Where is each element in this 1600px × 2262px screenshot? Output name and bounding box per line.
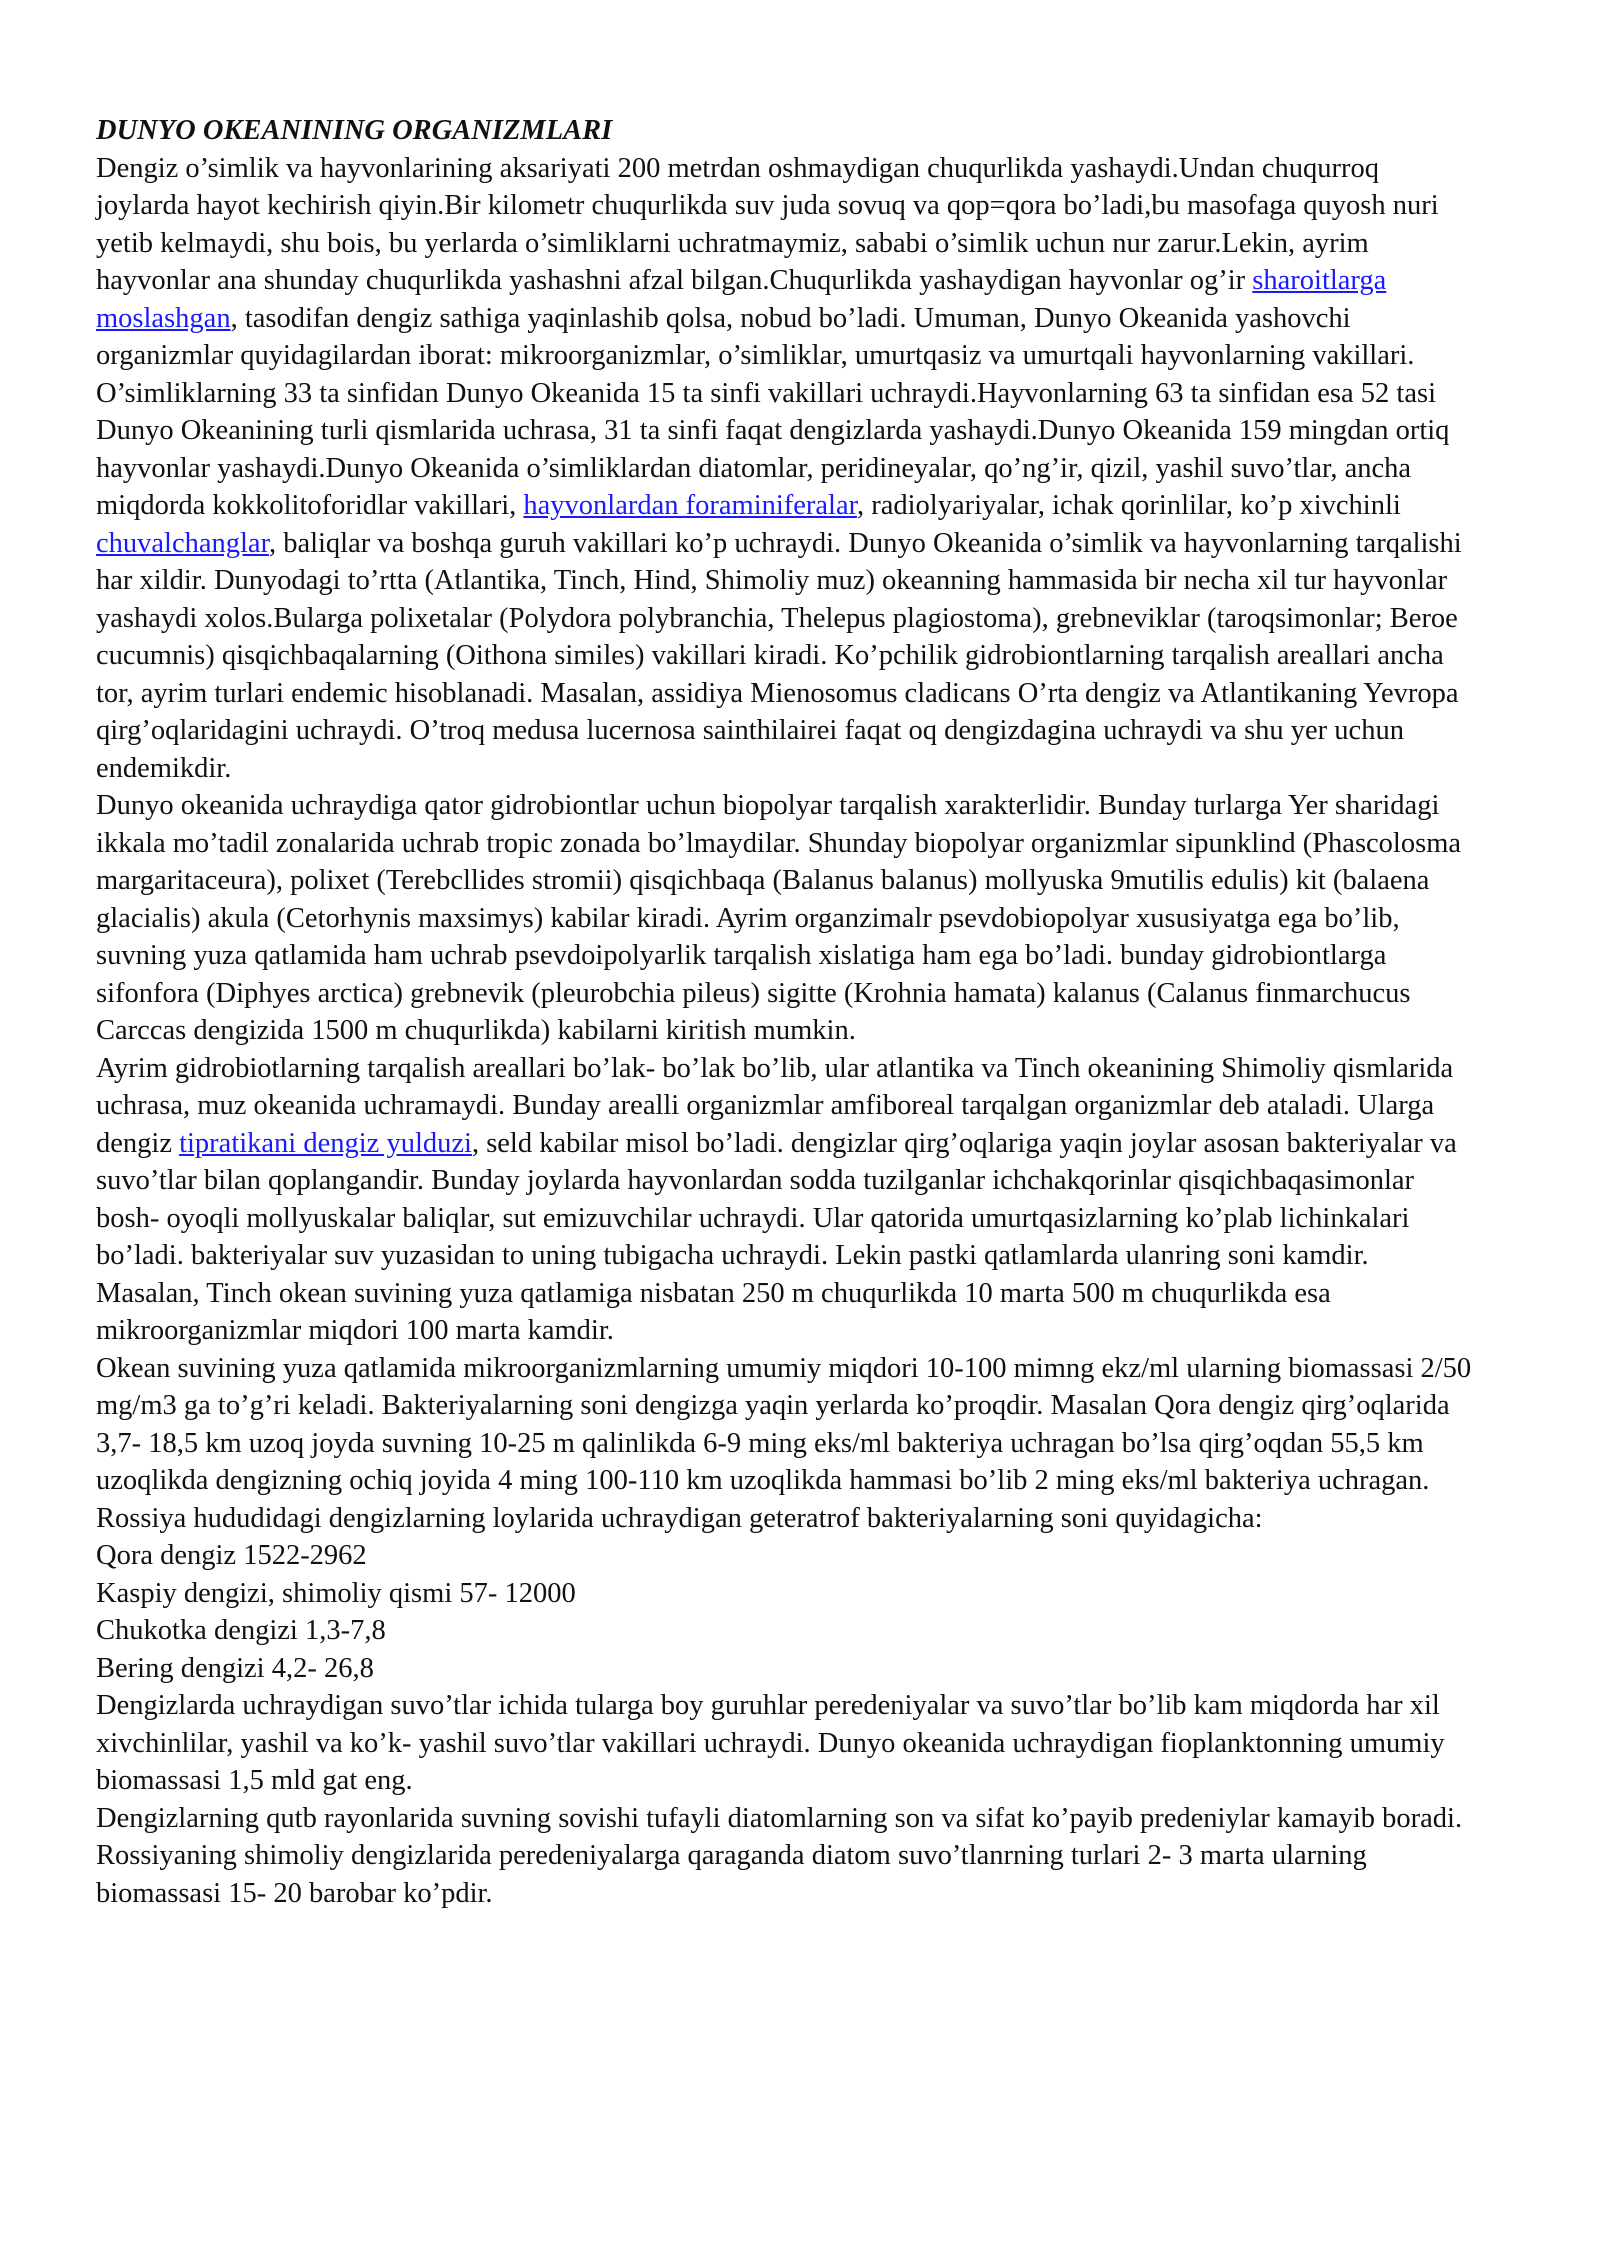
paragraph-text: , seld kabilar misol bo’ladi. dengizlar qirg’oqlariga yaqin joylar asosan bakteriyalar va suvo’tlar bilan qoplangandir. Bunday joylarda hayvonlardan sodda tuzilganlar ichchakqorinlar qisqichbaqasimonlar bosh- oyoqli mollyuskalar baliqlar, sut emizuvchilar uchraydi. Ular qatorida umurtqasizlarning ko’plab lichinkalari bo’ladi. bakteriyalar suv yuzasidan to uning tubigacha uchraydi. Lekin pastki qatlamlarda ulanring soni kamdir. Masalan, Tinch okean suvining yuza qatlamiga nisbatan 250 m chuqurlikda 10 marta 500 m chuqurlikda esa mikroorganizmlar miqdori 100 marta kamdir. <box>96 1127 1457 1346</box>
paragraph-biopolar: Dunyo okeanida uchraydiga qator gidrobiontlar uchun biopolyar tarqalish xarakterlidir. Bunday turlarga Yer sharidagi ikkala mo’tadil zonalarida uchrab tropic zonada bo’lmaydilar. Shunday biopolyar organizmlar sipunklind (Phascolosma margaritaceura), polixet (Terebcllides stromii) qisqichbaqa (Balanus balanus) mollyuska 9mutilis edulis) kit (balaena glacialis) akula (Cetorhynis maxsimys) kabilar kiradi. Ayrim organzimalr psevdobiopolyar xususiyatga ega bo’lib, suvning yuza qatlamida ham uchrab psevdoipolyarlik tarqalish xislatiga ham ega bo’ladi. bunday gidrobiontlarga sifonfora (Diphyes arctica) grebnevik (pleurobchia pileus) sigitte (Krohnia hamata) kalanus (Calanus finmarchucus Carccas dengizida 1500 m chuqurlikda) kabilarni kiritish mumkin. <box>96 790 1462 1046</box>
list-item: Bering dengizi 4,2- 26,8 <box>96 1652 374 1684</box>
paragraph-intro <box>96 150 1476 788</box>
paragraph-text: Dengiz o’simlik va hayvonlarining aksariyati 200 metrdan oshmaydigan chuqurlikda yashaydi.Undan chuqurroq joylarda hayot kechirish qiyin.Bir kilometr chuqurlikda suv juda sovuq va qop=qora bo’ladi,bu masofaga quyosh nuri yetib kelmaydi, shu bois, bu yerlarda o’simliklarni uchratmaymiz, sababi o’simlik uchun nur zarur.Lekin, ayrim hayvonlar ana shunday chuqurlikda yashashni afzal bilgan.Chuqurlikda yashaydigan hayvonlar og’ir <box>96 152 1439 296</box>
list-item: Kaspiy dengizi, shimoliy qismi 57- 12000 <box>96 1577 576 1609</box>
paragraph-microorganisms: Okean suvining yuza qatlamida mikroorganizmlarning umumiy miqdori 10-100 mimng ekz/ml ularning biomassasi 2/50 mg/m3 ga to’g’ri keladi. Bakteriyalarning soni dengizga yaqin yerlarda ko’proqdir. Masalan Qora dengiz qirg’oqlarida 3,7- 18,5 km uzoq joyda suvning 10-25 m qalinlikda 6-9 ming eks/ml bakteriya uchragan bo’lsa qirg’oqdan 55,5 km uzoqlikda dengizning ochiq joyida 4 ming 100-110 km uzoqlikda hammasi bo’lib 2 ming eks/ml bakteriya uchragan. Rossiya hududidagi dengizlarning loylarida uchraydigan geteratrof bakteriyalarning soni quyidagicha: <box>96 1352 1472 1534</box>
paragraph-text: , baliqlar va boshqa guruh vakillari ko’p uchraydi. Dunyo Okeanida o’simlik va hayvonlarning tarqalishi har xildir. Dunyodagi to’rtta (Atlantika, Tinch, Hind, Shimoliy muz) okeanning hammasida bir necha xil tur hayvonlar yashaydi xolos.Bularga polixetalar (Polydora polybranchia, Thelepus plagiostoma), grebneviklar (taroqsimonlar; Beroe cucumnis) qisqichbaqalarning (Oithona similes) vakillari kiradi. Ko’pchilik gidrobiontlarning tarqalish areallari ancha tor, ayrim turlari endemic hisoblanadi. Masalan, assidiya Mienosomus cladicans O’rta dengiz va Atlantikaning Yevropa qirg’oqlaridagini uchraydi. O’troq medusa lucernosa sainthilairei faqat oq dengizdagina uchraydi va shu yer uchun endemikdir. <box>96 527 1462 784</box>
paragraph-text: , radiolyariyalar, ichak qorinlilar, ko’p xivchinli <box>856 490 1401 521</box>
paragraph-amfiboreal <box>96 1050 1476 1350</box>
paragraph-polar-regions: Dengizlarning qutb rayonlarida suvning sovishi tufayli diatomlarning son va sifat ko’payib predeniylar kamayib boradi. Rossiyaning shimoliy dengizlarida peredeniyalarga qaraganda diatom suvo’tlanrning turlari 2- 3 marta ularning biomassasi 15- 20 barobar ko’pdir. <box>96 1802 1463 1909</box>
paragraph-algae: Dengizlarda uchraydigan suvo’tlar ichida tularga boy guruhlar peredeniyalar va suvo’tlar bo’lib kam miqdorda har xil xivchinlilar, yashil va ko’k- yashil suvo’tlar vakillari uchraydi. Dunyo okeanida uchraydigan fioplanktonning umumiy biomassasi 1,5 mld gat eng. <box>96 1690 1445 1796</box>
document-page <box>96 112 1476 1912</box>
link-tipratikani-dengiz-yulduzi[interactable]: tipratikani dengiz yulduzi <box>179 1127 472 1159</box>
paragraph-text: Ayrim gidrobiotlarning tarqalish areallari bo’lak- bo’lak bo’lib, ular atlantika va Tinch okeanining Shimoliy qismlarida uchrasa, muz okeanida uchramaydi. Bunday arealli organizmlar amfiboreal tarqalgan organizmlar deb ataladi. Ularga dengiz <box>96 1052 1454 1159</box>
document-title: DUNYO OKEANINING ORGANIZMLARI <box>96 115 613 146</box>
paragraph-text: , tasodifan dengiz sathiga yaqinlashib qolsa, nobud bo’ladi. Umuman, Dunyo Okeanida yashovchi organizmlar quyidagilardan iborat: mikroorganizmlar, o’simliklar, umurtqasiz va umurtqali hayvonlarning vakillari. O’simliklarning 33 ta sinfidan Dunyo Okeanida 15 ta sinfi vakillari uchraydi.Hayvonlarning 63 ta sinfidan esa 52 tasi Dunyo Okeanining turli qismlarida uchrasa, 31 ta sinfi faqat dengizlarda yashaydi.Dunyo Okeanida 159 mingdan ortiq hayvonlar yashaydi.Dunyo Okeanida o’simliklardan diatomlar, peridineyalar, qo’ng’ir, qizil, yashil suvo’tlar, ancha miqdorda kokkolitoforidlar vakillari, <box>96 302 1450 521</box>
link-hayvonlardan-foraminiferalar[interactable]: hayvonlardan foraminiferalar <box>523 490 857 521</box>
link-sharoitlarga-moslashgan[interactable]: sharoitlarga moslashgan <box>96 265 1387 334</box>
list-item: Qora dengiz 1522-2962 <box>96 1540 367 1571</box>
list-item: Chukotka dengizi 1,3-7,8 <box>96 1615 386 1646</box>
link-chuvalchanglar[interactable]: chuvalchanglar <box>96 527 269 559</box>
